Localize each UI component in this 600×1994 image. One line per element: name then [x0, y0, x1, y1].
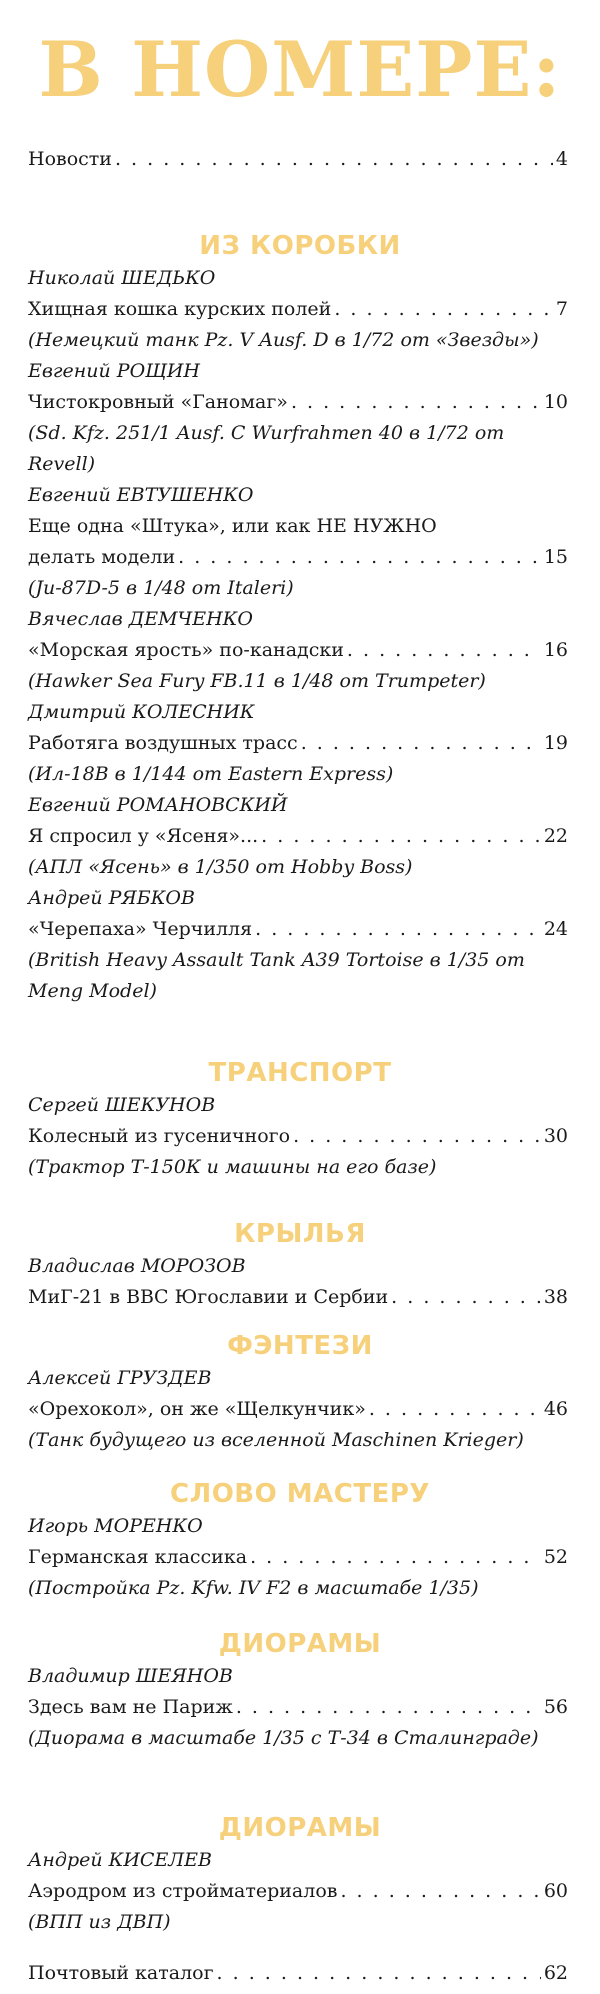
entry-title: Чистокровный «Ганомаг»	[28, 391, 288, 413]
toc-entry[interactable]	[28, 1121, 568, 1152]
entry-title: делать модели	[28, 546, 176, 568]
dot-leader	[236, 1692, 541, 1723]
dot-leader	[250, 1542, 541, 1573]
toc-entry[interactable]	[28, 542, 568, 573]
page-number: 4	[555, 148, 568, 170]
dot-leader	[340, 1876, 540, 1907]
article-subtitle: (Hawker Sea Fury FB.11 в 1/48 от Trumpeter)	[28, 670, 486, 692]
article-author: Вячеслав ДЕМЧЕНКО	[28, 608, 253, 630]
entry-title: Новости	[28, 148, 112, 170]
article-subtitle: (Постройка Pz. Kfw. IV F2 в масштабе 1/35)	[28, 1577, 479, 1599]
article-subtitle: (Диорама в масштабе 1/35 с Т-34 в Сталинграде)	[28, 1727, 539, 1749]
entry-title: Хищная кошка курских полей	[28, 298, 332, 320]
article-author: Евгений РОЩИН	[28, 360, 200, 382]
page-number: 52	[543, 1546, 568, 1568]
article-subtitle: (Ил-18В в 1/144 от Eastern Express)	[28, 763, 394, 785]
entry-title: «Орехокол», он же «Щелкунчик»	[28, 1398, 366, 1420]
dot-leader	[217, 1958, 541, 1989]
section-heading-master: СЛОВО МАСТЕРУ	[170, 1479, 430, 1509]
page-number: 60	[543, 1880, 568, 1902]
entry-title: Колесный из гусеничного	[28, 1125, 291, 1147]
section-heading-fantasy: ФЭНТЕЗИ	[227, 1331, 373, 1361]
page-number: 7	[555, 298, 568, 320]
toc-entry-catalog[interactable]	[28, 1958, 568, 1989]
toc-entry-news[interactable]	[28, 144, 568, 175]
dot-leader	[347, 635, 541, 666]
toc-entry[interactable]	[28, 635, 568, 666]
article-author: Алексей ГРУЗДЕВ	[28, 1367, 212, 1389]
toc-entry[interactable]	[28, 914, 568, 945]
page-title: В НОМЕРЕ:	[38, 25, 562, 114]
entry-title: «Морская ярость» по-канадски	[28, 639, 344, 661]
entry-title: Аэродром из стройматериалов	[28, 1880, 338, 1902]
entry-title: Почтовый каталог	[28, 1962, 214, 1984]
entry-title: Здесь вам не Париж	[28, 1696, 233, 1718]
section-heading-dioramas: ДИОРАМЫ	[218, 1629, 382, 1659]
article-subtitle: (ВПП из ДВП)	[28, 1911, 171, 1933]
page-number: 10	[543, 391, 568, 413]
dot-leader	[291, 387, 541, 418]
entry-title: «Черепаха» Черчилля	[28, 918, 253, 940]
page-number: 15	[543, 546, 568, 568]
article-author: Владимир ШЕЯНОВ	[28, 1665, 233, 1687]
article-subtitle: (Немецкий танк Pz. V Ausf. D в 1/72 от «Звезды»)	[28, 329, 539, 351]
toc-entry[interactable]	[28, 1876, 568, 1907]
dot-leader	[369, 1394, 541, 1425]
dot-leader	[261, 821, 541, 852]
page-number: 16	[543, 639, 568, 661]
entry-title: Германская классика	[28, 1546, 248, 1568]
article-subtitle: (British Heavy Assault Tank A39 Tortoise в 1/35 от Meng Model)	[28, 949, 525, 1002]
article-author: Владислав МОРОЗОВ	[28, 1255, 246, 1277]
article-subtitle: (Sd. Kfz. 251/1 Ausf. C Wurfrahmen 40 в 1/72 от Revell)	[28, 422, 505, 475]
toc-entry[interactable]	[28, 1282, 568, 1313]
article-author: Николай ШЕДЬКО	[28, 267, 216, 289]
page-number: 30	[543, 1125, 568, 1147]
page-number: 56	[543, 1696, 568, 1718]
section-heading-wings: КРЫЛЬЯ	[234, 1219, 366, 1249]
page-number: 22	[543, 825, 568, 847]
entry-title: МиГ-21 в ВВС Югославии и Сербии	[28, 1286, 389, 1308]
article-author: Андрей КИСЕЛЕВ	[28, 1849, 212, 1871]
toc-entry[interactable]	[28, 1542, 568, 1573]
article-author: Дмитрий КОЛЕСНИК	[28, 701, 255, 723]
toc-entry[interactable]	[28, 387, 568, 418]
article-subtitle: (Трактор Т-150К и машины на его базе)	[28, 1156, 437, 1178]
dot-leader	[178, 542, 541, 573]
dot-leader	[391, 1282, 541, 1313]
dot-leader	[293, 1121, 541, 1152]
toc-entry[interactable]	[28, 1394, 568, 1425]
page-number: 46	[543, 1398, 568, 1420]
entry-title-line[interactable]: Еще одна «Штука», или как НЕ НУЖНО	[28, 515, 437, 537]
section-heading-box: ИЗ КОРОБКИ	[199, 231, 401, 261]
toc-entry[interactable]	[28, 728, 568, 759]
article-author: Евгений ЕВТУШЕНКО	[28, 484, 254, 506]
dot-leader	[115, 144, 553, 175]
article-author: Сергей ШЕКУНОВ	[28, 1094, 216, 1116]
page-number: 19	[543, 732, 568, 754]
section-heading-dioramas-2: ДИОРАМЫ	[218, 1813, 382, 1843]
dot-leader	[255, 914, 541, 945]
toc-entry[interactable]	[28, 294, 568, 325]
article-subtitle: (АПЛ «Ясень» в 1/350 от Hobby Boss)	[28, 856, 413, 878]
dot-leader	[334, 294, 553, 325]
article-author: Евгений РОМАНОВСКИЙ	[28, 794, 288, 816]
dot-leader	[301, 728, 541, 759]
section-heading-transport: ТРАНСПОРТ	[208, 1058, 392, 1088]
toc-entry[interactable]	[28, 1692, 568, 1723]
page-number: 24	[543, 918, 568, 940]
article-subtitle: (Ju-87D-5 в 1/48 от Italeri)	[28, 577, 294, 599]
entry-title: Я спросил у «Ясеня»...	[28, 825, 259, 847]
page-number: 38	[543, 1286, 568, 1308]
article-author: Игорь МОРЕНКО	[28, 1515, 203, 1537]
entry-title: Работяга воздушных трасс	[28, 732, 298, 754]
toc-entry[interactable]	[28, 821, 568, 852]
article-subtitle: (Танк будущего из вселенной Maschinen Krieger)	[28, 1429, 524, 1451]
article-author: Андрей РЯБКОВ	[28, 887, 195, 909]
page-number: 62	[543, 1962, 568, 1984]
